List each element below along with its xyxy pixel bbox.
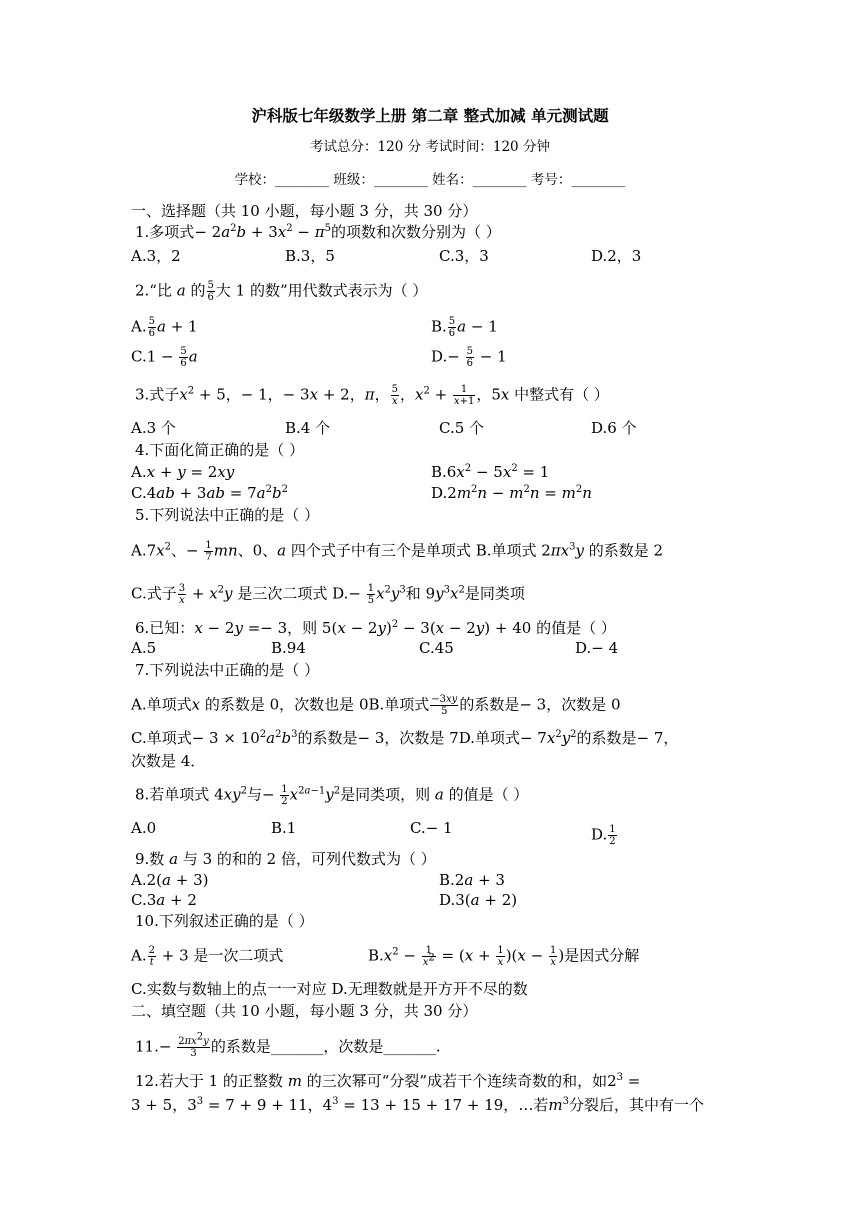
question-3-option-b: B.4 个 xyxy=(285,419,331,437)
question-1-option-c: C.3，3 xyxy=(439,247,489,265)
question-7-option-ab: A.单项式x 的系数是 0，次数也是 0B.单项式 $\frac{-3xy}{5}$ 的系数是− 3，次数是 0 xyxy=(131,694,621,717)
question-8-option-b: B.1 xyxy=(271,819,297,837)
question-5-option-ab: $A.7x^2$、− $\frac{1}{7}$ mn、0、a 四个式子中有三个是单项式 B.单项式 $2\pi x^3y$ 的系数是 2 xyxy=(131,540,664,563)
question-9-option-d: D.3(a + 2) xyxy=(439,891,518,909)
page-title: 沪科版七年级数学上册 第二章 整式加减 单元测试题 xyxy=(251,106,609,125)
question-3-option-a: A.3 个 xyxy=(131,419,176,437)
question-6-option-a: A.5 xyxy=(131,639,157,657)
school-info-line: 学校：________ 班级：________ 姓名：________ 考号：________ xyxy=(234,172,626,188)
exam-info: 考试总分：120 分 考试时间：120 分钟 xyxy=(310,139,550,155)
question-6-option-d: D.− 4 xyxy=(575,639,619,657)
question-8-stem: 8.若单项式 $4xy^2$与− $\frac{1}{2}$ $x^{2a-1}y^2$是同类项，则 a 的值是（ ） xyxy=(135,784,529,807)
question-12-stem-line-2: 3 + 5，$3^3 = 7 + 9 + 11$，$4^3 = 13 + 15 + 17 + 19$，…若$m^3$分裂后，其中有一个 xyxy=(131,1096,704,1114)
question-9-option-b: B.2a + 3 xyxy=(439,871,505,889)
question-8-option-d: D. $\frac{1}{2}$ xyxy=(591,824,616,847)
question-2-option-b: B. $\frac{5}{6}$ a − 1 xyxy=(431,316,498,339)
question-3-stem: 3.式子$x^2 + 5$，− 1，− 3x + 2，π， $\frac{5}{x}$ ，$x^2$ + $\frac{1}{x+1}$ ，5x 中整式有（ ） xyxy=(135,384,609,407)
question-7-option-cd: C.单项式− $3 \times 10^2a^2b^3$的系数是− 3，次数是 7D.单项式− $7x^2y^2$的系数是− 7， xyxy=(131,729,679,747)
question-4-stem: 4.下面化简正确的是（ ） xyxy=(135,441,305,459)
question-10-stem: 10.下列叙述正确的是（ ） xyxy=(135,912,314,930)
question-5-option-cd: C.式子 $\frac{3}{x}$ + $x^2y$ 是三次二项式 D.− $\frac{1}{5}$ $x^2y^3$和 $9y^3x^2$是同类项 xyxy=(131,583,525,606)
question-8-option-a: A.0 xyxy=(131,819,157,837)
question-6-option-c: C.45 xyxy=(419,639,454,657)
question-1-option-b: B.3，5 xyxy=(285,247,335,265)
question-11-stem: 11.− $\frac{2\pi x^2y}{3}$ 的系数是_______，次数是_______. xyxy=(135,1031,441,1059)
question-1-option-d: D.2，3 xyxy=(591,247,642,265)
question-10-option-a: A. $\frac{2}{t}$ + 3 是一次二项式 xyxy=(131,945,284,968)
question-2-option-c: C.1 − $\frac{5}{6}$ a xyxy=(131,346,198,369)
question-6-option-b: B.94 xyxy=(271,639,306,657)
question-2-option-a: A. $\frac{5}{6}$ a + 1 xyxy=(131,316,198,339)
question-4-option-a: A.x + y = 2xy xyxy=(131,463,235,481)
question-7-stem: 7.下列说法中正确的是（ ） xyxy=(135,661,320,679)
question-10-option-b: $B.x^2$ − $\frac{1}{x^2}$ = (x + $\frac{1}{x}$ )(x − $\frac{1}{x}$ )是因式分解 xyxy=(368,945,640,968)
section-one-title: 一、选择题（共 10 小题，每小题 3 分，共 30 分） xyxy=(131,202,478,220)
question-1-stem: 1.多项式− $2a^2b + 3x^2 - \pi^5$的项数和次数分别为（ ） xyxy=(135,223,501,241)
section-two-title: 二、填空题（共 10 小题，每小题 3 分，共 30 分） xyxy=(131,1002,478,1020)
question-9-option-a: A.2(a + 3) xyxy=(131,871,209,889)
question-4-option-d: $D.2m^2n - m^2n = m^2n$ xyxy=(431,484,592,502)
question-1-option-a: A.3，2 xyxy=(131,247,181,265)
question-6-stem: 6.已知：x − 2y =− 3，则 $5(x - 2y)^2 - 3(x - 2y) + 40$ 的值是（ ） xyxy=(135,619,616,637)
question-3-option-d: D.6 个 xyxy=(591,419,637,437)
question-7-option-d-continued: 次数是 4． xyxy=(131,752,206,770)
question-12-stem: 12.若大于 1 的正整数 m 的三次幂可“分裂”成若干个连续奇数的和，如$2^3$ = xyxy=(135,1072,641,1090)
question-9-option-c: C.3a + 2 xyxy=(131,891,197,909)
question-2-stem: 2.“比 a 的 $\frac{5}{6}$ 大 1 的数”用代数式表示为（ ） xyxy=(135,280,428,303)
question-3-option-c: C.5 个 xyxy=(439,419,485,437)
question-4-option-c: $C.4ab + 3ab = 7a^2b^2$ xyxy=(131,484,288,502)
question-10-option-cd: C.实数与数轴上的点一一对应 D.无理数就是开方开不尽的数 xyxy=(131,980,528,998)
question-4-option-b: $B.6x^2 - 5x^2 = 1$ xyxy=(431,463,550,481)
question-5-stem: 5.下列说法中正确的是（ ） xyxy=(135,506,320,524)
question-9-stem: 9.数 a 与 3 的和的 2 倍，可列代数式为（ ） xyxy=(135,850,436,868)
question-2-option-d: D.− $\frac{5}{6}$ − 1 xyxy=(431,346,507,369)
question-8-option-c: C.− 1 xyxy=(410,819,453,837)
